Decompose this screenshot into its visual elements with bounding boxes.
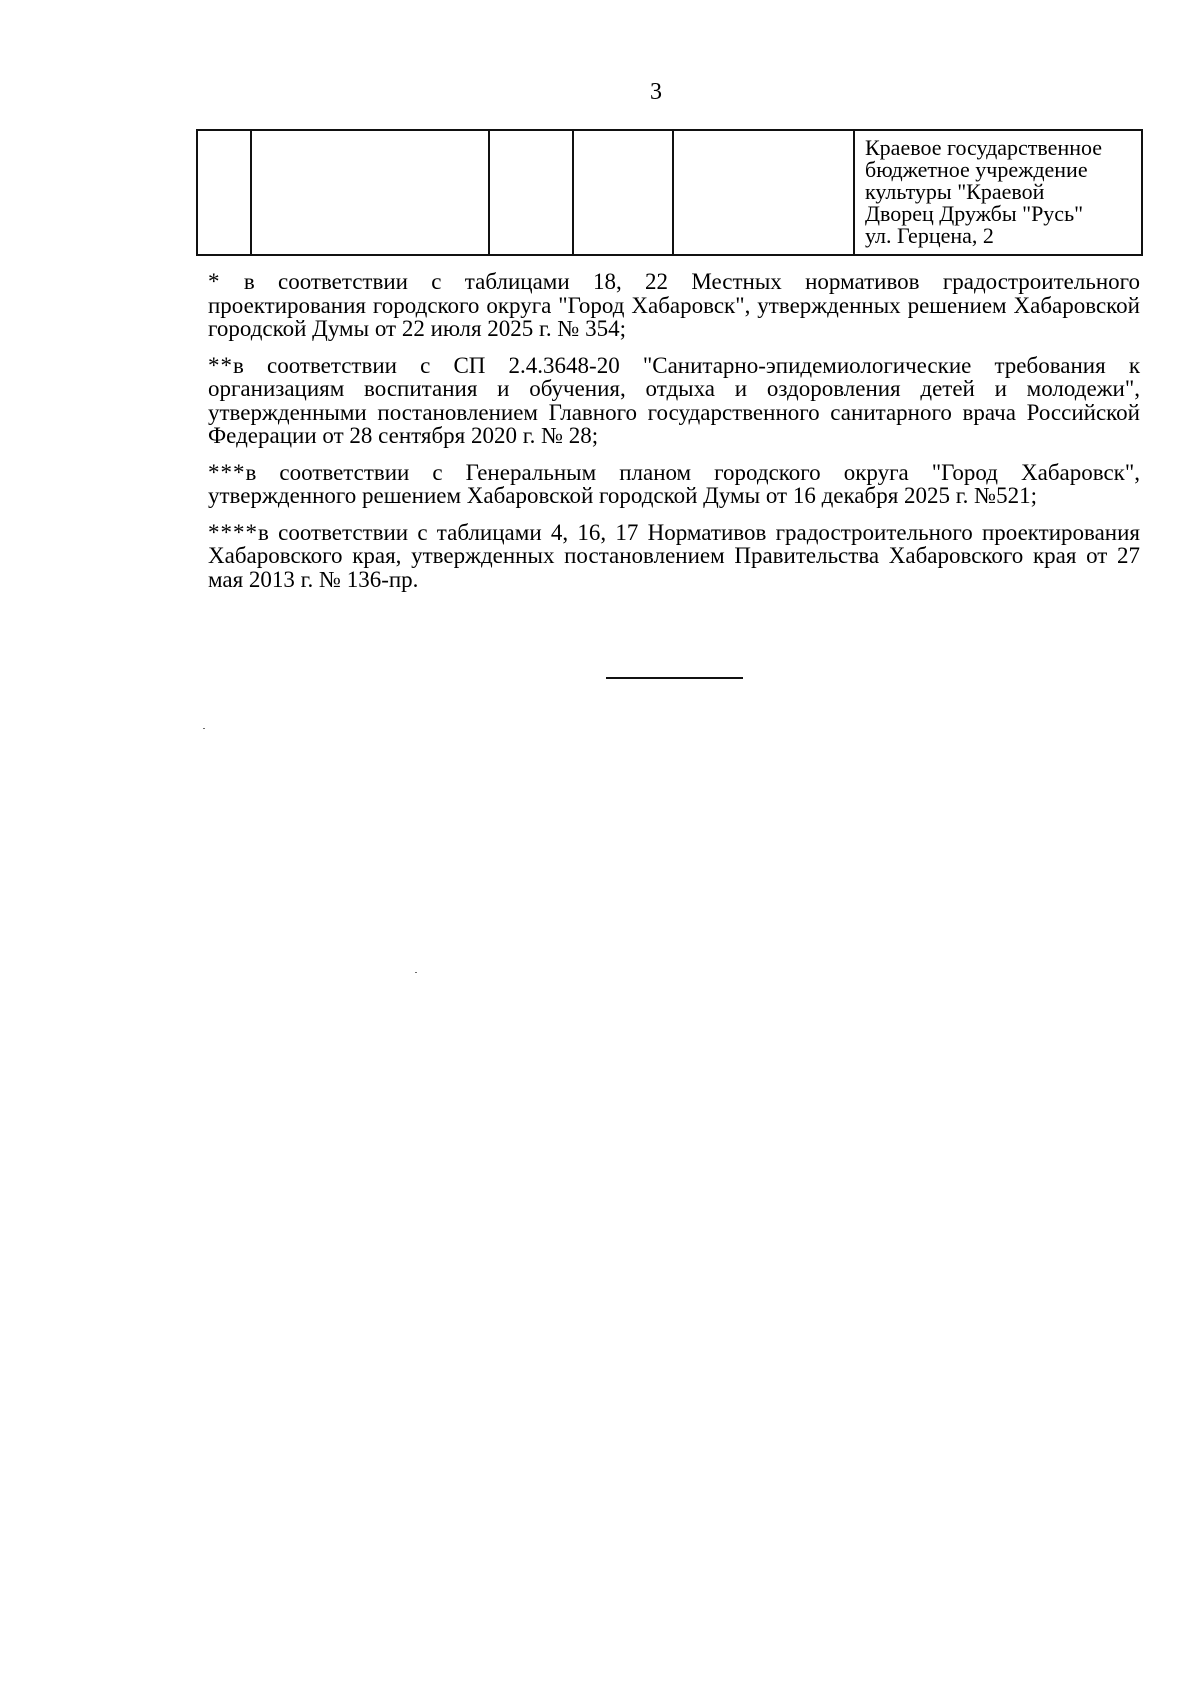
scan-speck <box>203 728 205 729</box>
table-cell-distance <box>673 130 854 255</box>
institution-line: культуры "Краевой <box>865 179 1045 204</box>
footnote <box>208 270 1140 341</box>
footnote-mark: ** <box>208 352 233 378</box>
institution-line: Краевое государственное <box>865 135 1103 160</box>
footnote <box>208 521 1140 592</box>
footnote-mark: *** <box>208 459 246 485</box>
institution-address <box>855 131 1141 247</box>
footnote-text: в соответствии с таблицами 18, 22 Местных нормативов градостроительного проектирования городского округа "Город Хабаровск", утвержденных решением Хабаровской городской Думы от 22 июля 2025 г. № 354; <box>208 269 1140 341</box>
footnote-mark: * <box>208 269 221 294</box>
page-number: 3 <box>650 79 662 105</box>
institution-line: бюджетное учреждение <box>865 157 1088 182</box>
footnote <box>208 354 1140 448</box>
footnote-mark: **** <box>208 519 258 545</box>
institution-line: ул. Герцена, 2 <box>865 223 994 248</box>
table-cell-institution <box>854 130 1142 255</box>
footnote-text: в соответствии с таблицами 4, 16, 17 Нормативов градостроительного проектирования Хабаровского края, утвержденных постановлением Правительства Хабаровского края от 27 мая 2013 г. № 136-пр. <box>208 519 1140 592</box>
scan-speck <box>415 972 417 973</box>
table-cell-norm <box>489 130 573 255</box>
table-cell-number <box>197 130 251 255</box>
footnotes <box>208 270 1140 604</box>
table-cell-value <box>573 130 673 255</box>
institution-line: Дворец Дружбы "Русь" <box>865 201 1084 226</box>
closing-rule <box>606 677 743 679</box>
institutions-table <box>196 129 1143 256</box>
table-cell-object <box>251 130 489 255</box>
table-row <box>197 130 1142 255</box>
footnote-text: в соответствии с Генеральным планом городского округа "Город Хабаровск", утвержденного решением Хабаровской городской Думы от 16 декабря 2025 г. №521; <box>208 459 1140 508</box>
footnote <box>208 461 1140 508</box>
footnote-text: в соответствии с СП 2.4.3648-20 "Санитарно-эпидемиологические требования к организациям воспитания и обучения, отдыха и оздоровления детей и молодежи", утвержденными постановлением Главного государственного санитарного врача Российской Федерации от 28 сентября 2020 г. № 28; <box>208 352 1140 448</box>
